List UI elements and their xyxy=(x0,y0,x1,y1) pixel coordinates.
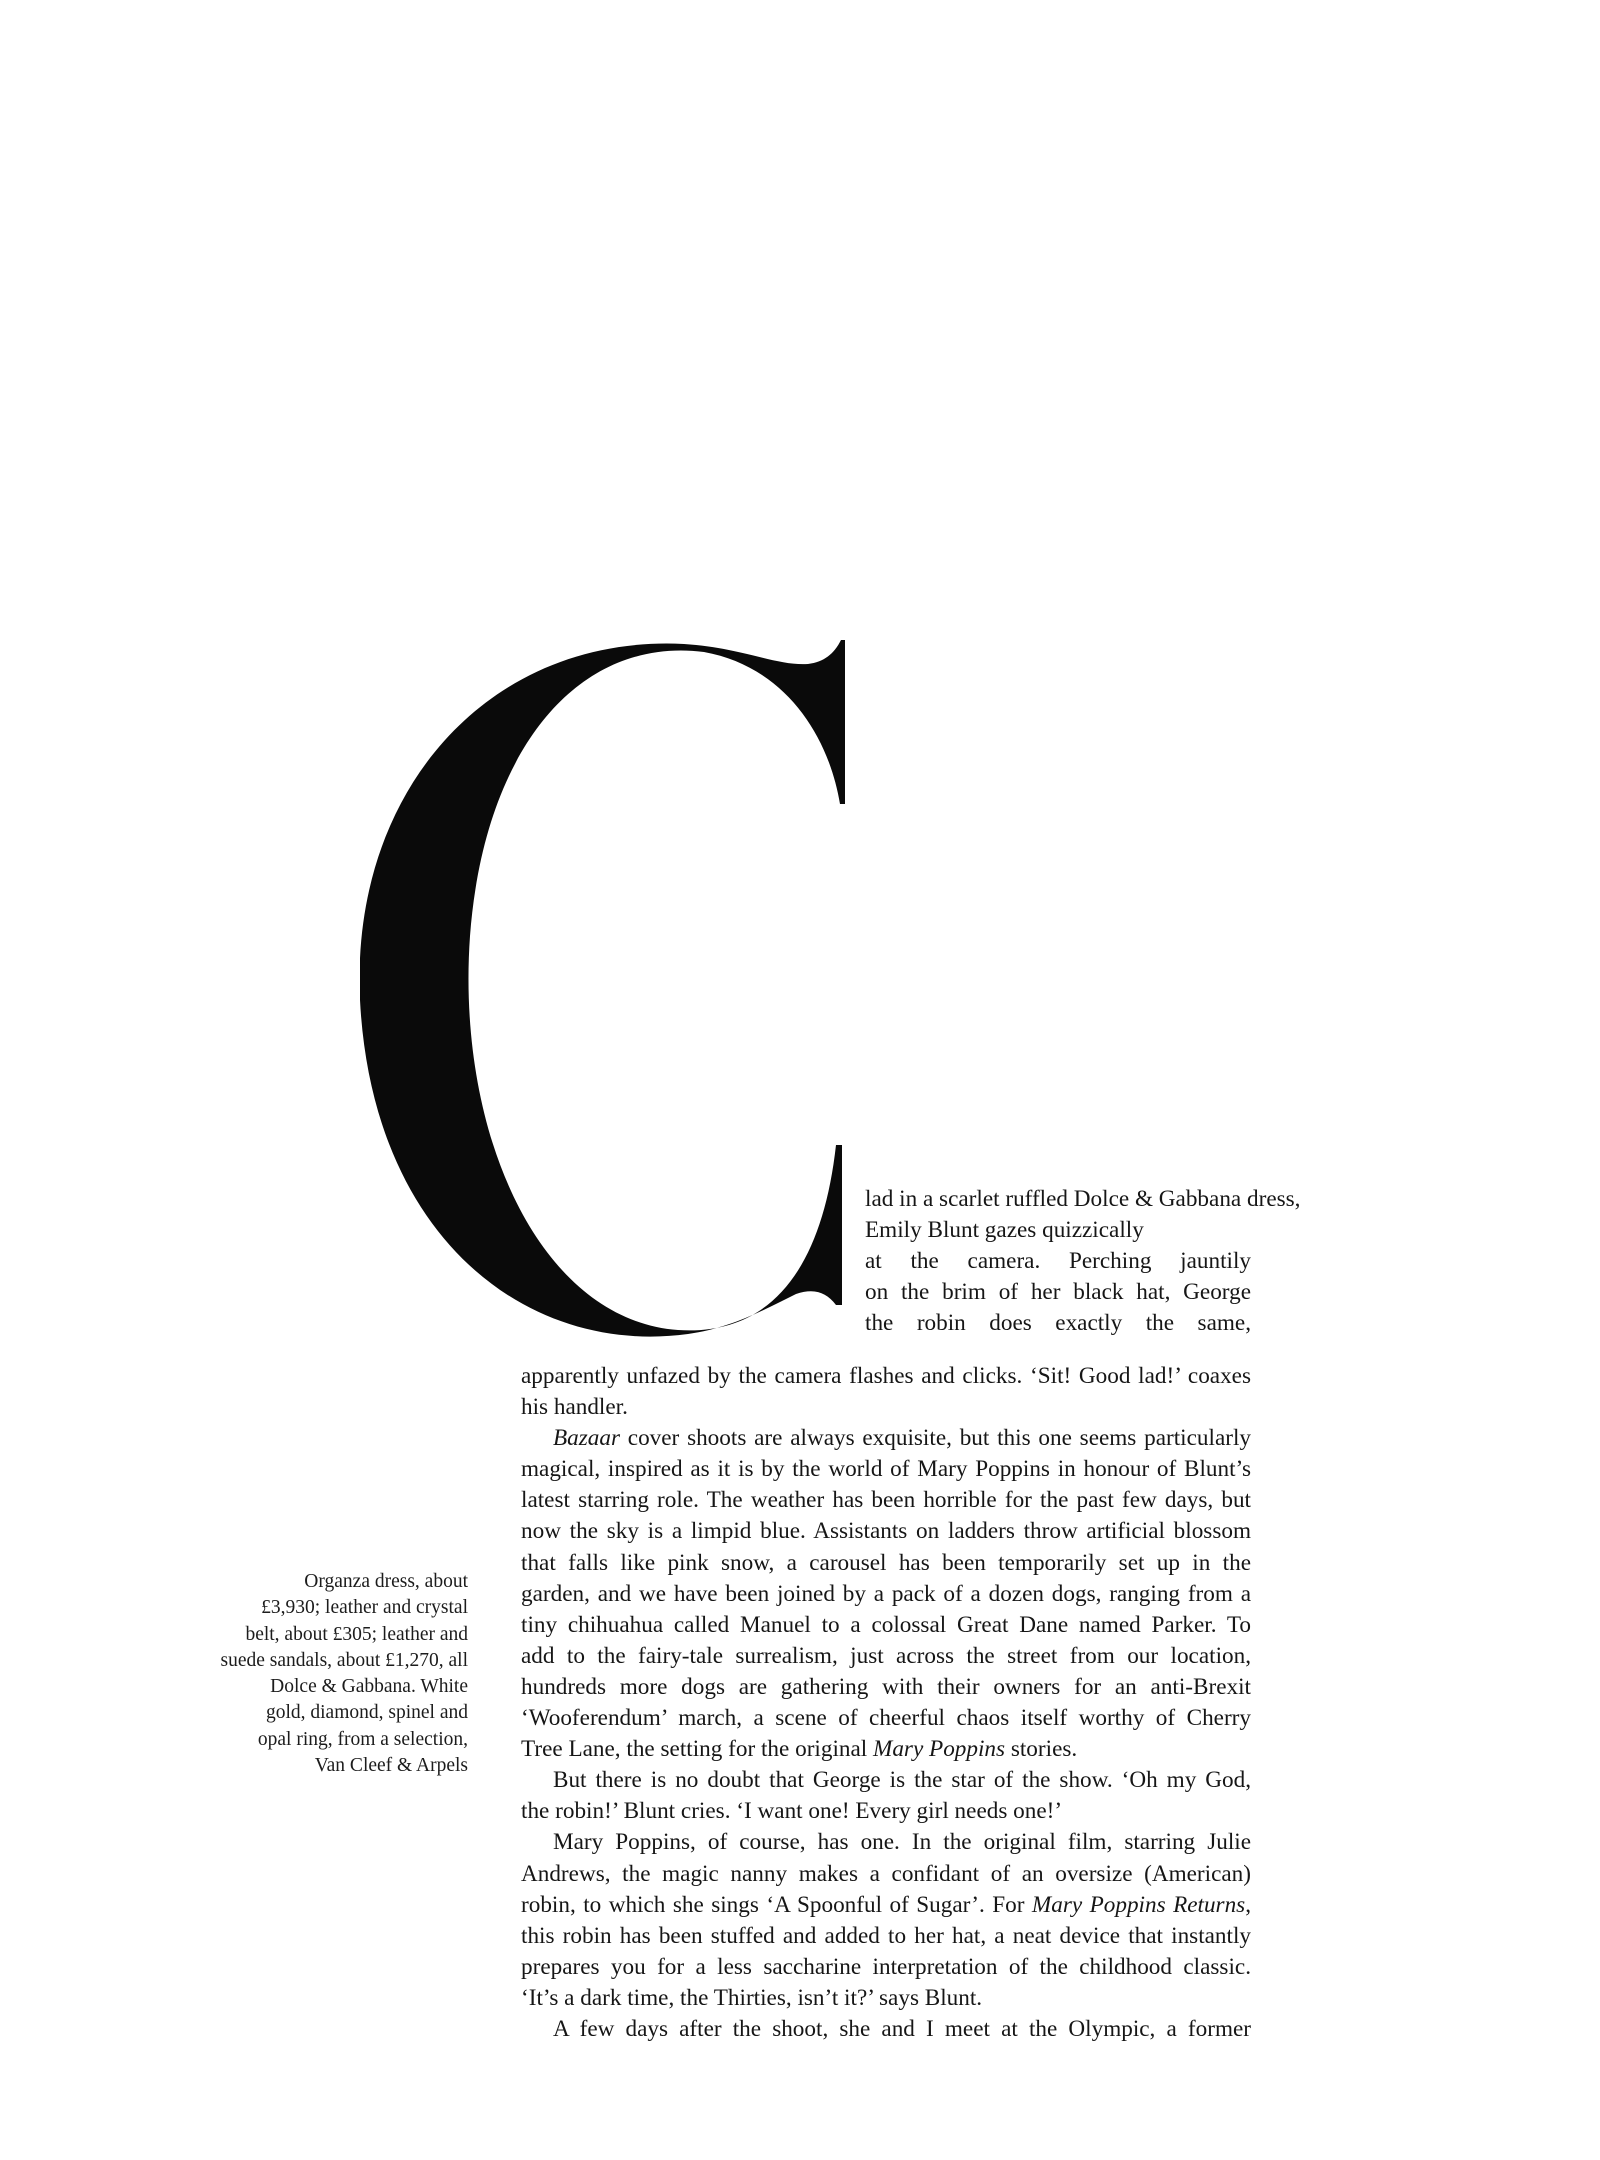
body-line: this robin has been stuffed and added to her hat, a neat device that instantly xyxy=(521,1922,1251,1949)
lead-line-5: the robin does exactly the same, xyxy=(865,1310,1251,1336)
body-line: But there is no doubt that George is the star of the show. ‘Oh my God, xyxy=(553,1767,1251,1794)
body-line: tiny chihuahua called Manuel to a colossal Great Dane named Parker. To xyxy=(521,1611,1251,1638)
body-line: Mary Poppins, of course, has one. In the original film, starring Julie xyxy=(553,1829,1251,1856)
body-line: hundreds more dogs are gathering with their owners for an anti-Brexit xyxy=(521,1673,1251,1700)
body-line: add to the fairy-tale surrealism, just across the street from our location, xyxy=(521,1642,1251,1669)
lead-line-4: on the brim of her black hat, George xyxy=(865,1279,1251,1305)
body-line: magical, inspired as it is by the world of Mary Poppins in honour of Blunt’s xyxy=(521,1456,1251,1483)
caption-line: Organza dress, about xyxy=(304,1571,468,1592)
body-line xyxy=(521,1423,1251,1454)
lead-line-1: lad in a scarlet ruffled Dolce & Gabbana dress, xyxy=(865,1186,1301,1212)
body-line-text: cover shoots are always exquisite, but this one seems particularly xyxy=(620,1425,1251,1452)
body-line: now the sky is a limpid blue. Assistants on ladders throw artificial blossom xyxy=(521,1518,1251,1545)
caption-line: suede sandals, about £1,270, all xyxy=(220,1649,468,1671)
article-body xyxy=(521,1361,1251,2045)
drop-cap-glyph xyxy=(360,640,880,1350)
body-line: A few days after the shoot, she and I meet at the Olympic, a former xyxy=(553,2015,1251,2042)
body-line: prepares you for a less saccharine interpretation of the childhood classic. xyxy=(521,1953,1251,1980)
body-line: his handler. xyxy=(521,1394,628,1421)
film-title: Mary Poppins Returns xyxy=(1031,1891,1246,1918)
body-line: garden, and we have been joined by a pack of a dozen dogs, ranging from a xyxy=(521,1580,1251,1607)
caption-line: Van Cleef & Arpels xyxy=(314,1755,468,1777)
caption-line: £3,930; leather and crystal xyxy=(261,1597,468,1619)
body-line-text: robin, to which she sings ‘A Spoonful of Sugar’. For xyxy=(521,1891,1032,1918)
body-line: that falls like pink snow, a carousel has been temporarily set up in the xyxy=(521,1549,1251,1576)
caption-line: Dolce & Gabbana. White xyxy=(270,1676,468,1698)
body-line-text: Tree Lane, the setting for the original xyxy=(521,1736,874,1763)
body-line xyxy=(521,1734,1251,1765)
body-line: ‘Wooferendum’ march, a scene of cheerful chaos itself worthy of Cherry xyxy=(521,1705,1251,1732)
drop-cap-letter xyxy=(360,640,880,1350)
magazine-name: Bazaar xyxy=(553,1425,620,1452)
body-line xyxy=(521,1890,1251,1921)
body-line: Andrews, the magic nanny makes a confidant of an oversize (American) xyxy=(521,1860,1251,1887)
body-line-text: , xyxy=(1245,1891,1251,1918)
lead-line-3: at the camera. Perching jauntily xyxy=(865,1248,1251,1274)
film-title: Mary Poppins xyxy=(873,1736,1006,1763)
caption-line: gold, diamond, spinel and xyxy=(265,1702,468,1724)
body-line: latest starring role. The weather has been horrible for the past few days, but xyxy=(521,1487,1251,1514)
body-line-text: stories. xyxy=(1005,1736,1078,1763)
fashion-credit-caption xyxy=(170,1569,468,1779)
body-line: ‘It’s a dark time, the Thirties, isn’t it?’ says Blunt. xyxy=(521,1984,983,2011)
body-line: the robin!’ Blunt cries. ‘I want one! Every girl needs one!’ xyxy=(521,1798,1063,1825)
body-line: apparently unfazed by the camera flashes and clicks. ‘Sit! Good lad!’ coaxes xyxy=(521,1363,1251,1389)
lead-line-2: Emily Blunt gazes quizzically xyxy=(865,1217,1144,1243)
caption-line: opal ring, from a selection, xyxy=(257,1728,468,1750)
caption-line: belt, about £305; leather and xyxy=(245,1623,468,1645)
